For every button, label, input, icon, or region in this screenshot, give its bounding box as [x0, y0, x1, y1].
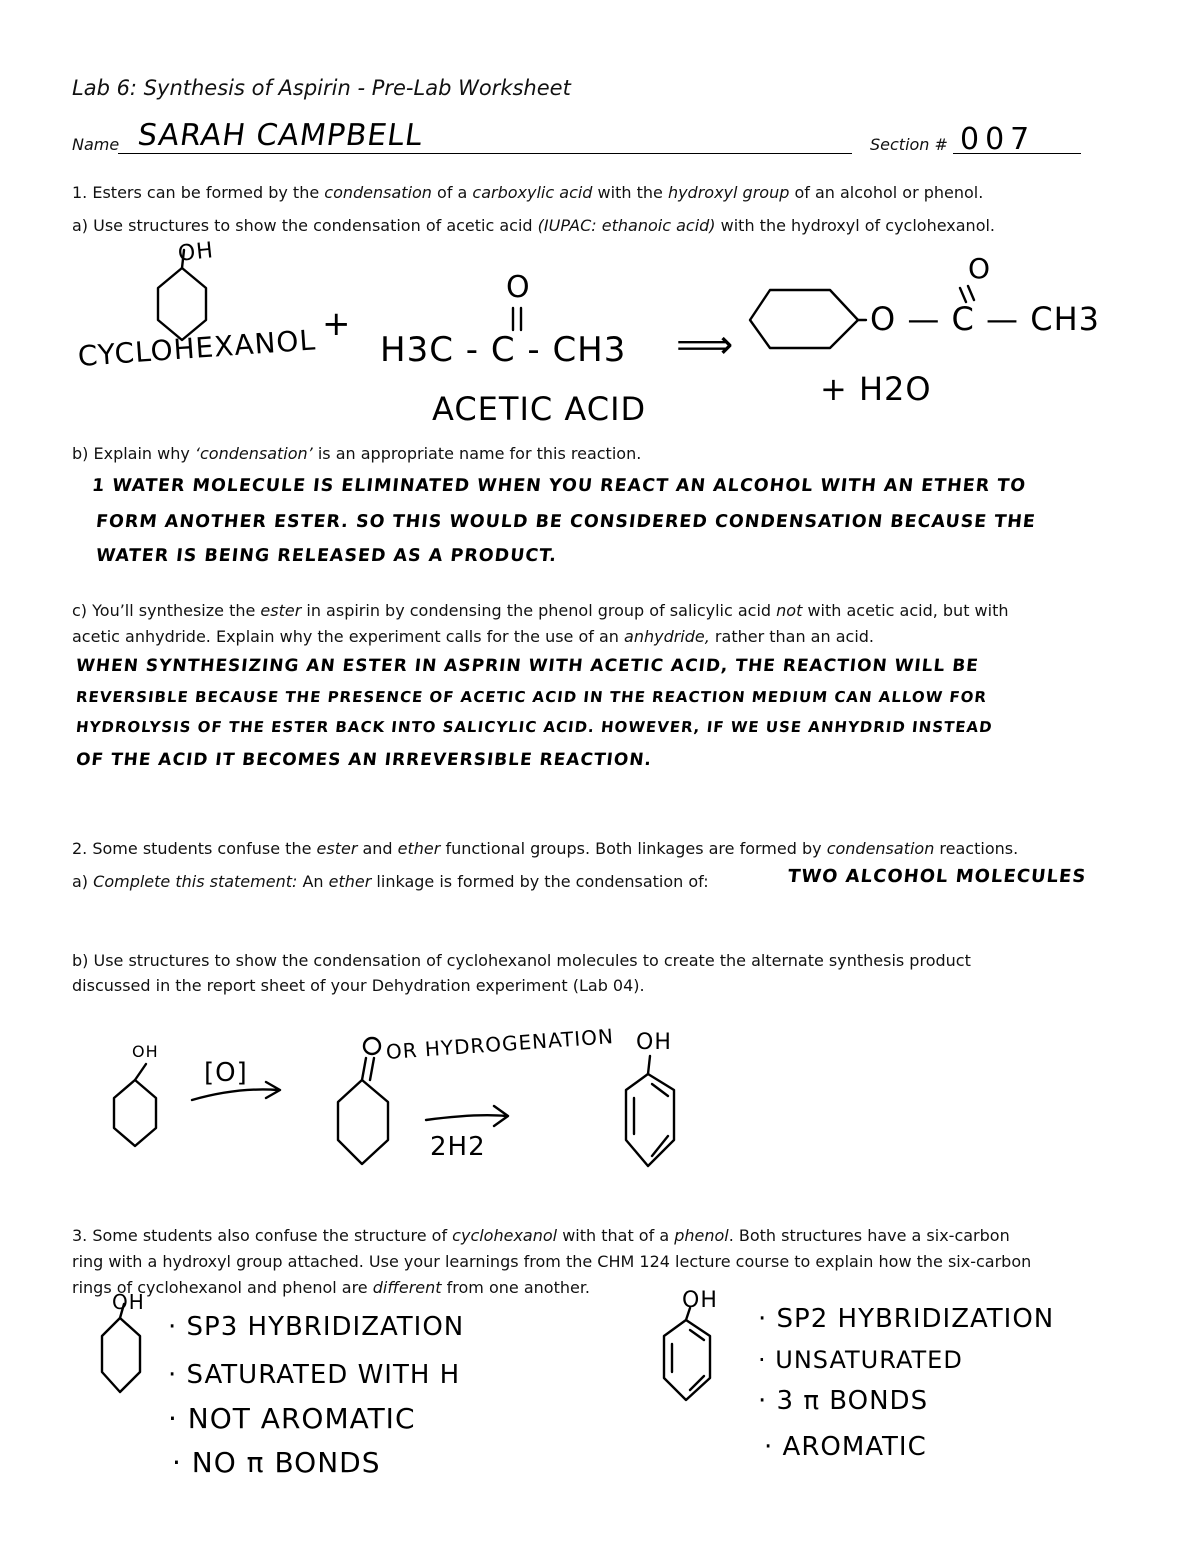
cyclohexanol-label: CYCLOHEXANOL: [76, 323, 318, 373]
q1c-answer-line-4: OF THE ACID IT BECOMES AN IRREVERSIBLE REACTION.: [74, 750, 653, 770]
q2-intro: 2. Some students confuse the ester and ether functional groups. Both linkages are formed by condensation reactions.: [72, 839, 1019, 858]
q3-right-point-3: · 3 π BONDS: [758, 1386, 929, 1416]
q1c-prompt-line-2: acetic anhydride. Explain why the experiment calls for the use of an anhydride, rather than an acid.: [72, 627, 874, 646]
q1b-answer-line-1: 1 WATER MOLECULE IS ELIMINATED WHEN YOU REACT AN ALCOHOL WITH AN ETHER TO: [90, 476, 1028, 496]
plus-sign: +: [322, 304, 352, 344]
q3-prompt-line-1: 3. Some students also confuse the structure of cyclohexanol with that of a phenol. Both structures have a six-carbon: [72, 1226, 1010, 1245]
acetic-acid-label: ACETIC ACID: [432, 390, 647, 428]
q1a-oh: OH: [176, 238, 216, 267]
q2b-note: OR HYDROGENATION: [385, 1024, 615, 1064]
q2b-reagent: 2H2: [430, 1132, 486, 1162]
q1c-prompt-line-1: c) You’ll synthesize the ester in aspirin by condensing the phenol group of salicylic acid not with acetic acid, but with: [72, 601, 1009, 620]
q3-left-oh: OH: [112, 1290, 145, 1314]
acetic-acid-formula: H3C - C - CH3: [380, 330, 627, 370]
product-carbonyl-o: O: [968, 252, 992, 285]
q3-prompt-line-3: rings of cyclohexanol and phenol are different from one another.: [72, 1278, 591, 1297]
section-label: Section #: [870, 135, 948, 154]
q3-left-point-4: · NO π BONDS: [172, 1446, 381, 1479]
q1c-answer-line-2: REVERSIBLE BECAUSE THE PRESENCE OF ACETIC ACID IN THE REACTION MEDIUM CAN ALLOW FOR: [75, 688, 988, 706]
q3-left-point-2: · SATURATED WITH H: [168, 1360, 461, 1390]
q3-cyclohexanol-ring: [102, 1318, 140, 1392]
q1b-answer-line-3: WATER IS BEING RELEASED AS A PRODUCT.: [94, 546, 559, 566]
acetic-carbonyl-o: O: [506, 270, 531, 305]
q2b-prompt-line-2: discussed in the report sheet of your Dehydration experiment (Lab 04).: [72, 976, 645, 995]
q1-intro: 1. Esters can be formed by the condensation of a carboxylic acid with the hydroxyl group of an alcohol or phenol.: [72, 183, 984, 202]
q3-right-oh: OH: [682, 1288, 718, 1313]
q1a-prompt: a) Use structures to show the condensation of acetic acid (IUPAC: ethanoic acid) with the hydroxyl of cyclohexanol.: [72, 216, 996, 235]
name-field[interactable]: SARAH CAMPBELL: [135, 118, 426, 153]
q1c-answer-line-3: HYDROLYSIS OF THE ESTER BACK INTO SALICYLIC ACID. HOWEVER, IF WE USE ANHYDRID INSTEAD: [75, 718, 994, 736]
q2b-oxidant: [O]: [204, 1058, 248, 1088]
name-label: Name: [72, 135, 120, 154]
reaction-arrow: ⟹: [676, 322, 735, 368]
q1c-answer-line-1: WHEN SYNTHESIZING AN ESTER IN ASPRIN WITH ACETIC ACID, THE REACTION WILL BE: [74, 656, 980, 676]
q2b-prompt-line-1: b) Use structures to show the condensation of cyclohexanol molecules to create the alternate synthesis product: [72, 951, 971, 970]
q3-right-point-1: · SP2 HYBRIDIZATION: [758, 1304, 1055, 1334]
q2a-answer[interactable]: TWO ALCOHOL MOLECULES: [786, 866, 1088, 887]
q3-right-point-4: · AROMATIC: [764, 1432, 927, 1462]
q2a-prompt: a) Complete this statement: An ether linkage is formed by the condensation of:: [72, 872, 709, 891]
q1b-prompt: b) Explain why ‘condensation’ is an appropriate name for this reaction.: [72, 444, 642, 463]
q2b-oh-2: OH: [636, 1030, 672, 1055]
water-byproduct: + H2O: [820, 370, 932, 408]
page-title: Lab 6: Synthesis of Aspirin - Pre-Lab Worksheet: [72, 76, 571, 100]
q2b-oh-1: OH: [132, 1042, 159, 1061]
q3-left-point-1: · SP3 HYBRIDIZATION: [168, 1312, 465, 1342]
section-field[interactable]: 007: [960, 122, 1036, 157]
ester-product-formula: O — C — CH3: [870, 300, 1100, 338]
q3-phenol-double-3: [690, 1376, 704, 1390]
q1b-answer-line-2: FORM ANOTHER ESTER. SO THIS WOULD BE CONSIDERED CONDENSATION BECAUSE THE: [94, 512, 1037, 532]
q3-right-point-2: · UNSATURATED: [758, 1346, 963, 1374]
q3-left-point-3: · NOT AROMATIC: [168, 1402, 416, 1435]
q3-prompt-line-2: ring with a hydroxyl group attached. Use your learnings from the CHM 124 lecture course to explain how the six-carbon: [72, 1252, 1032, 1271]
